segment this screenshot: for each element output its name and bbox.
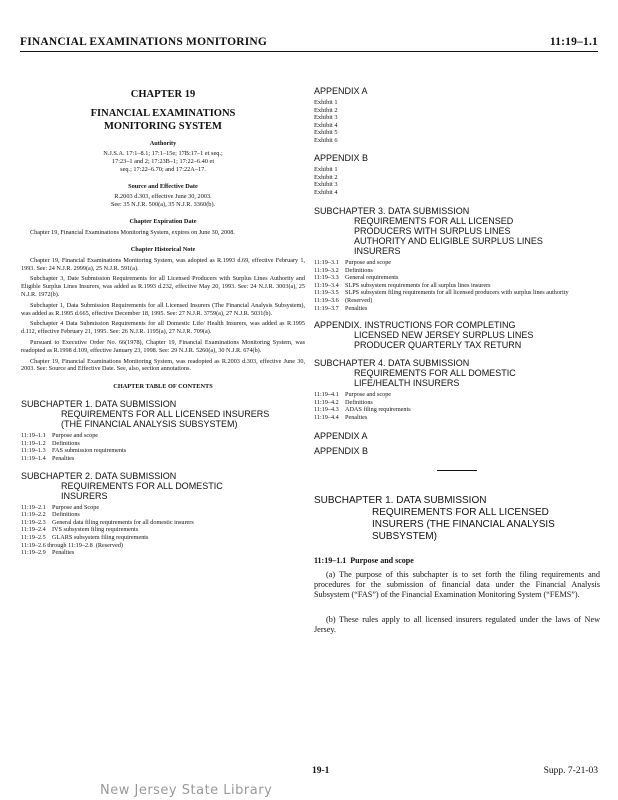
history-paragraph: Subchapter 4 Data Submission Requirements for all Domestic Life/ Health Insurers, was added as R.1995 d.112, effective February 21, 1995. See: 26 N.J.R. 1195(a), 27 N.J.R. 709(a).	[21, 320, 305, 336]
toc-entry-title: FAS submission requirements	[52, 447, 127, 455]
exhibit-item[interactable]: Exhibit 1	[314, 166, 338, 173]
authority-text	[21, 150, 305, 174]
section-title: Purpose and scope	[350, 555, 414, 565]
history-paragraph: Chapter 19, Financial Examinations Monitoring System, was readopted as R.2003 d.303, effective June 30, 2003. See: Source and Effective Date. See, also, section annotations.	[21, 357, 305, 373]
right-column	[314, 62, 600, 643]
chapter-number: CHAPTER 19	[130, 89, 196, 100]
toc-entry-number: 11:19–3.1	[314, 259, 339, 266]
toc-entry-number: 11:19–1.3	[21, 447, 46, 455]
exhibit-item[interactable]: Exhibit 5	[314, 129, 338, 136]
historical-heading: Chapter Historical Note	[130, 245, 196, 253]
section-heading	[314, 557, 600, 565]
toc-entry[interactable]	[314, 282, 600, 290]
left-column	[21, 62, 305, 557]
toc-entry-title: Penalties	[52, 549, 75, 557]
toc-entry-title: SLPS subsystem requirements for all surplus lines insurers	[345, 281, 491, 289]
toc-entry[interactable]	[314, 274, 600, 282]
toc-entry-title: General data filing requirements for all domestic insurers	[52, 518, 194, 526]
appendix-instructions-line3: PRODUCER QUARTERLY TAX RETURN	[354, 340, 522, 351]
toc-entry[interactable]	[21, 455, 305, 463]
toc-entry[interactable]	[21, 534, 305, 542]
appendix-a-ref: APPENDIX A	[314, 430, 368, 441]
subchapter-2-heading	[21, 471, 305, 501]
history-paragraph: Subchapter 1, Data Submission Requirements for all Licensed Insurers (The Financial Analysis Subsystem), was added as R.1995 d.665, effective December 18, 1995. See: 27 N.J.R. 3759(a), 27 N.J.R. 5031(b).	[21, 301, 305, 317]
header-title: FINANCIAL EXAMINATIONS MONITORING	[20, 36, 268, 48]
toc-entry-title: Definitions	[345, 398, 373, 406]
toc-entry-number: 11:19–4.2	[314, 398, 339, 406]
body-subchapter-line3: INSURERS (THE FINANCIAL ANALYSIS	[372, 518, 555, 530]
appendix-b-ref: APPENDIX B	[314, 445, 369, 456]
subchapter-3-line3: PRODUCERS WITH SURPLUS LINES	[354, 226, 511, 236]
appendix-a-exhibits	[314, 99, 600, 144]
section-divider	[437, 470, 477, 471]
appendix-instructions-heading	[314, 320, 600, 350]
toc-entry[interactable]	[314, 399, 600, 407]
source-heading: Source and Effective Date	[128, 183, 198, 190]
toc-entry-title: (Reserved)	[95, 541, 123, 549]
subchapter-2-list	[21, 504, 305, 557]
subchapter-1-heading	[21, 399, 305, 429]
exhibit-item[interactable]: Exhibit 3	[314, 114, 338, 121]
toc-entry[interactable]	[21, 542, 305, 550]
body-subchapter-line2: REQUIREMENTS FOR ALL LICENSED	[372, 506, 549, 518]
exhibit-item[interactable]: Exhibit 3	[314, 181, 338, 188]
history-paragraph: Chapter 19, Financial Examinations Monitoring System, was adopted as R.1993 d.69, effective February 1, 1993. See: 24 N.J.R. 2999(a), 25 N.J.R. 591(a).	[21, 256, 305, 272]
subchapter-1-line3: (THE FINANCIAL ANALYSIS SUBSYSTEM)	[61, 419, 238, 430]
toc-entry-number: 11:19–3.6	[314, 296, 339, 304]
subchapter-3-heading	[314, 206, 600, 256]
exhibit-item[interactable]: Exhibit 1	[314, 99, 338, 106]
subchapter-4-heading	[314, 358, 600, 388]
subchapter-3-line5: INSURERS	[354, 246, 401, 256]
supplement-date: Supp. 7-21-03	[543, 766, 598, 776]
body-subchapter-heading	[314, 495, 600, 543]
toc-entry-number: 11:19–3.5	[314, 289, 339, 297]
toc-entry-number: 11:19–1.2	[21, 439, 46, 447]
appendix-a-heading: APPENDIX A	[314, 86, 368, 96]
toc-entry-number: 11:19–3.3	[314, 274, 339, 282]
subchapter-1-line2: REQUIREMENTS FOR ALL LICENSED INSURERS	[61, 409, 270, 420]
toc-heading: CHAPTER TABLE OF CONTENTS	[113, 383, 213, 391]
toc-entry-title: Definitions	[52, 439, 80, 447]
section-paragraph-a: (a) The purpose of this subchapter is to set forth the filing requirements and procedures for the submission of financial data under the Financial Analysis Subsystem (“FAS”) of the Financial Examination Monitoring System (“FEMS”).	[314, 569, 600, 600]
subchapter-1-list	[21, 432, 305, 462]
toc-entry-number: 11:19–3.2	[314, 266, 339, 274]
toc-entry-title: Purpose and scope	[52, 432, 99, 440]
exhibit-item[interactable]: Exhibit 6	[314, 136, 338, 144]
toc-entry-number: 11:19–2.6 through 11:19–2.8	[21, 541, 93, 549]
subchapter-4-line1: SUBCHAPTER 4. DATA SUBMISSION	[314, 358, 470, 369]
toc-entry[interactable]	[21, 447, 305, 455]
chapter-title-line2: MONITORING SYSTEM	[104, 121, 222, 132]
toc-entry-number: 11:19–4.3	[314, 406, 339, 414]
toc-entry-number: 11:19–1.4	[21, 454, 46, 462]
exhibit-item[interactable]: Exhibit 2	[314, 106, 338, 114]
body-subchapter-line1: SUBCHAPTER 1. DATA SUBMISSION	[314, 494, 487, 506]
section-paragraph-b: (b) These rules apply to all licensed insurers regulated under the laws of New Jersey.	[314, 614, 600, 634]
appendix-instructions-line2: LICENSED NEW JERSEY SURPLUS LINES	[354, 330, 534, 341]
toc-entry-title: ADAS filing requirements	[345, 406, 411, 414]
toc-entry-number: 11:19–2.1	[21, 503, 46, 511]
toc-entry-title: Definitions	[345, 266, 373, 274]
toc-entry-number: 11:19–3.7	[314, 304, 339, 312]
toc-entry-title: Penalties	[52, 454, 75, 462]
subchapter-2-line1: SUBCHAPTER 2. DATA SUBMISSION	[21, 470, 177, 481]
toc-entry[interactable]	[314, 297, 600, 305]
toc-entry[interactable]	[314, 305, 600, 313]
toc-entry[interactable]	[314, 267, 600, 275]
toc-entry-title: IVS subsystem filing requirements	[52, 526, 139, 534]
toc-entry[interactable]	[21, 432, 305, 440]
authority-line2: 17:23–1 and 2; 17:23B–1; 17:22–6.40 et	[111, 158, 215, 165]
authority-line3: seq.; 17:22–6.70; and 17:22A–17.	[120, 166, 206, 173]
authority-heading: Authority	[149, 140, 177, 147]
chapter-title-line1: FINANCIAL EXAMINATIONS	[90, 108, 236, 119]
source-line2: See: 35 N.J.R. 500(a), 35 N.J.R. 3360(b).	[110, 201, 216, 208]
exhibit-item[interactable]: Exhibit 4	[314, 188, 338, 196]
toc-entry[interactable]	[21, 519, 305, 527]
toc-entry-number: 11:19–2.5	[21, 533, 46, 541]
toc-entry[interactable]	[314, 406, 600, 414]
toc-entry-title: (Reserved)	[345, 296, 373, 304]
source-text	[21, 193, 305, 209]
subchapter-4-line2: REQUIREMENTS FOR ALL DOMESTIC	[354, 368, 516, 379]
expiration-text: Chapter 19, Financial Examinations Monitoring System, expires on June 30, 2008.	[30, 229, 235, 236]
toc-entry-title: SLPS subsystem filing requirements for all licensed producers with surplus lines authority	[345, 289, 569, 297]
subchapter-3-line2: REQUIREMENTS FOR ALL LICENSED	[354, 216, 514, 226]
toc-entry-title: Penalties	[345, 304, 368, 312]
history-paragraph: Pursuant to Executive Order No. 66(1978), Chapter 19, Financial Examinations Monitoring System, was readopted as R.1998 d.109, effective January 23, 1998. See: 29 N.J.R. 5260(a), 30 N.J.R. 674(b).	[21, 338, 305, 354]
subchapter-3-line1: SUBCHAPTER 3. DATA SUBMISSION	[314, 206, 470, 216]
toc-entry-number: 11:19–4.4	[314, 413, 339, 421]
toc-entry-number: 11:19–1.1	[21, 432, 46, 440]
toc-entry-number: 11:19–4.1	[314, 391, 339, 399]
toc-entry-title: Definitions	[52, 511, 80, 519]
toc-entry-title: Purpose and scope	[345, 391, 392, 399]
subchapter-4-line3: LIFE/HEALTH INSURERS	[354, 378, 460, 389]
toc-entry[interactable]	[314, 414, 600, 422]
body-subchapter-line4: SUBSYSTEM)	[372, 530, 438, 542]
expiration-heading: Chapter Expiration Date	[129, 218, 197, 225]
subchapter-2-line3: INSURERS	[61, 490, 108, 501]
subchapter-3-line4: AUTHORITY AND ELIGIBLE SURPLUS LINES	[354, 236, 543, 246]
section-number: 11:19–1.1	[314, 555, 347, 565]
toc-entry-title: Penalties	[345, 413, 368, 421]
header-rule	[20, 51, 598, 52]
toc-entry-number: 11:19–2.9	[21, 549, 46, 557]
appendix-b-exhibits	[314, 166, 600, 196]
library-stamp: New Jersey State Library	[100, 783, 273, 798]
source-line1: R.2003 d.303, effective June 30, 2003.	[114, 193, 212, 200]
toc-entry-title: Purpose and Scope	[52, 503, 100, 511]
toc-entry-title: General requirements	[345, 274, 399, 282]
toc-entry[interactable]	[21, 511, 305, 519]
chapter-title	[21, 107, 305, 133]
toc-entry[interactable]	[21, 504, 305, 512]
running-header	[20, 36, 598, 50]
toc-entry-number: 11:19–3.4	[314, 281, 339, 289]
toc-entry[interactable]	[314, 289, 600, 297]
toc-entry-title: Purpose and scope	[345, 259, 392, 266]
header-section: 11:19–1.1	[549, 36, 598, 48]
page-number: 19-1	[312, 766, 330, 776]
toc-entry[interactable]	[21, 549, 305, 557]
subchapter-2-line2: REQUIREMENTS FOR ALL DOMESTIC	[61, 480, 223, 491]
exhibit-item[interactable]: Exhibit 2	[314, 173, 338, 181]
toc-entry-number: 11:19–2.2	[21, 511, 46, 519]
history-paragraph: Subchapter 3, Date Submission Requirements for all Licensed Producers with Surplus Lines Authority and Eligible Surplus Lines Insurers, was added as R.1993 d.232, effective May 20, 1993. See: 24 N.J.R. 3003(a), 25 N.J.R. 1972(b).	[21, 275, 305, 298]
appendix-b-heading: APPENDIX B	[314, 153, 369, 163]
subchapter-1-line1: SUBCHAPTER 1. DATA SUBMISSION	[21, 399, 177, 410]
toc-entry[interactable]	[314, 259, 600, 267]
authority-line1: N.J.S.A. 17:1–8.1; 17:1–15e; 17B:17–1 et seq.;	[103, 150, 223, 157]
toc-entry[interactable]	[21, 440, 305, 448]
toc-entry[interactable]	[314, 391, 600, 399]
subchapter-4-list	[314, 391, 600, 421]
toc-entry[interactable]	[21, 526, 305, 534]
toc-entry-title: GLARS subsystem filing requirements	[52, 533, 149, 541]
appendix-instructions-line1: APPENDIX. INSTRUCTIONS FOR COMPLETING	[314, 320, 516, 331]
toc-entry-number: 11:19–2.3	[21, 518, 46, 526]
toc-entry-number: 11:19–2.4	[21, 526, 46, 534]
exhibit-item[interactable]: Exhibit 4	[314, 121, 338, 129]
subchapter-3-list	[314, 259, 600, 312]
